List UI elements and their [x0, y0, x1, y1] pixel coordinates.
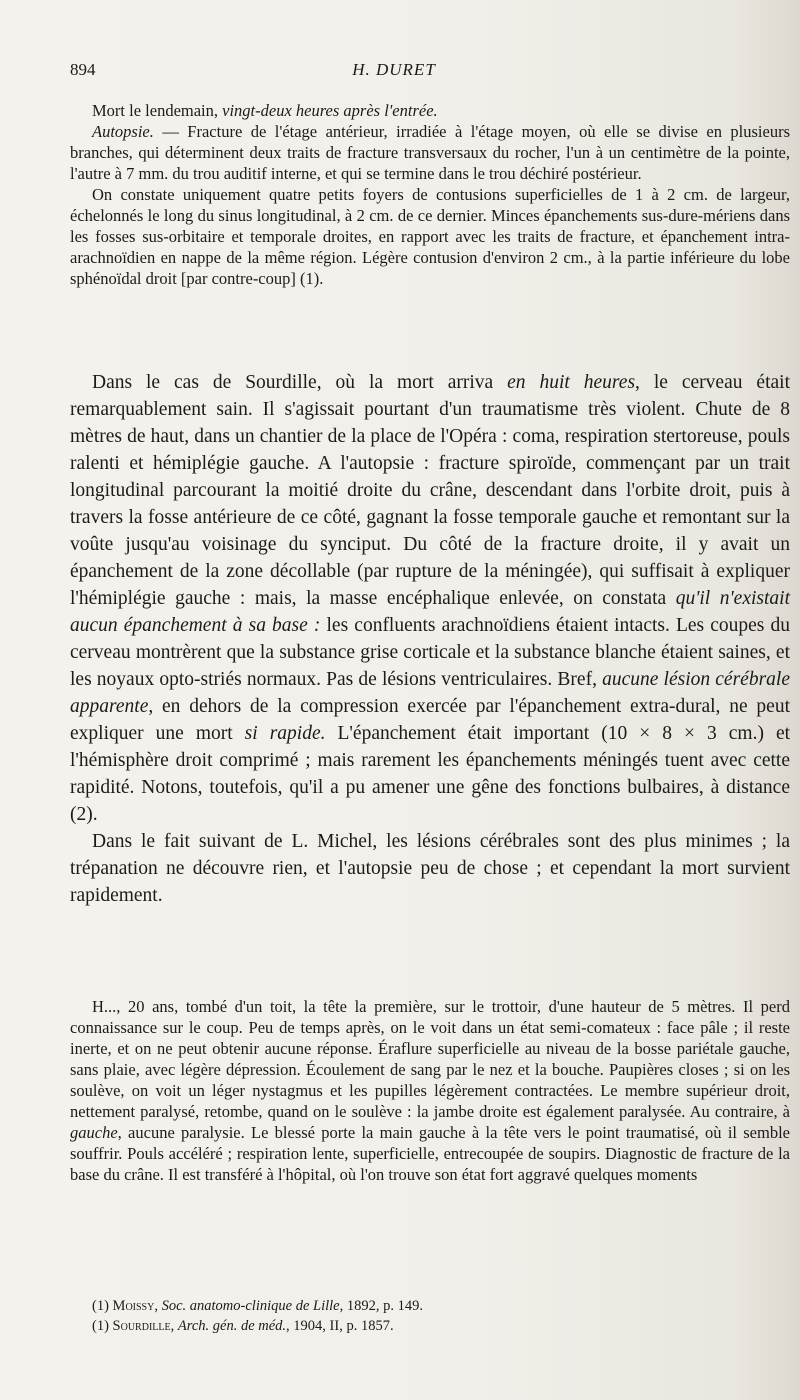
body-paragraph: Dans le fait suivant de L. Michel, les lésions cérébrales sont des plus minimes ; la trépanation ne découvre rien, et l'autopsie peu de chose ; et cependant la mort survient rapidement. — [70, 831, 790, 906]
main-text-block — [70, 369, 790, 909]
autopsy-paragraph: Autopsie. — Fracture de l'étage antérieur, irradiée à l'étage moyen, où elle se divise en plusieurs branches, qui déterminent deux traits de fracture transversaux du rocher, l'un à un centimètre de la pointe, l'autre à 7 mm. du trou auditif interne, et qui se termine dans le trou déchiré postérieur. — [70, 122, 790, 183]
footnote: (1) Sourdille, Arch. gén. de méd., 1904, II, p. 1857. — [92, 1318, 394, 1334]
case-paragraph: H..., 20 ans, tombé d'un toit, la tête la première, sur le trottoir, d'une hauteur de 5 mètres. Il perd connaissance sur le coup. Peu de temps après, on le voit dans un état semi-comateux : face pâle ; il reste inerte, et on ne peut obtenir aucune réponse. Éraflure superficielle au niveau de la bosse pariétale gauche, sans plaie, avec légère dépression. Écoulement de sang par le nez et la bouche. Paupières closes ; si on les soulève, on voit un léger nystagmus et les pupilles légèrement contractées. Le membre supérieur droit, nettement paralysé, retombe, quand on le soulève : la jambe droite est également paralysée. Au contraire, à gauche, aucune paralysie. Le blessé porte la main gauche à la tête vers le point traumatisé, où il semble souffrir. Pouls accéléré ; respiration lente, superficielle, entrecoupée de soupirs. Diagnostic de fracture de la base du crâne. Il est transféré à l'hôpital, où l'on trouve son état fort aggravé quelques moments — [70, 997, 790, 1184]
case-michel-block — [70, 996, 790, 1185]
footnote: (1) Moissy, Soc. anatomo-clinique de Lille, 1892, p. 149. — [92, 1298, 423, 1314]
footnotes — [70, 1296, 790, 1336]
page-header — [70, 60, 718, 90]
running-title: H. DURET — [352, 60, 436, 79]
case-report-paragraph: On constate uniquement quatre petits foyers de contusions superficielles de 1 à 2 cm. de largeur, échelonnés le long du sinus longitudinal, à 2 cm. de ce dernier. Minces épanchements sus-dure-mériens dans les fosses sus-orbitaire et temporale droites, en rapport avec les traits de fracture, et épanchement intra-arachnoïdien en nappe de la même région. Légère contusion d'environ 2 cm., à la partie inférieure du lobe sphénoïdal droit [par contre-coup] (1). — [70, 185, 790, 288]
autopsy-heading: Autopsie. — [92, 122, 154, 141]
case-report-paragraph: Mort le lendemain, vingt-deux heures après l'entrée. — [92, 101, 438, 120]
page-number: 894 — [70, 60, 96, 79]
case-report-block — [70, 100, 790, 289]
body-paragraph: Dans le cas de Sourdille, où la mort arriva en huit heures, le cerveau était remarquablement sain. Il s'agissait pourtant d'un traumatisme très violent. Chute de 8 mètres de haut, dans un chantier de la place de l'Opéra : coma, respiration stertoreuse, pouls ralenti et hémiplégie gauche. A l'autopsie : fracture spiroïde, commençant par un trait longitudinal parcourant la moitié droite du crâne, descendant dans l'orbite droit, puis à travers la fosse antérieure de ce côté, gagnant la fosse temporale gauche et remontant sur la voûte jusqu'au voisinage du synciput. Du côté de la fracture droite, il y avait un épanchement de la zone décollable (par rupture de la méningée), qui suffisait à expliquer l'hémiplégie gauche : mais, la masse encéphalique enlevée, on constata qu'il n'existait aucun épanchement à sa base : les confluents arachnoïdiens étaient intacts. Les coupes du cerveau montrèrent que la substance grise corticale et la substance blanche étaient saines, et les noyaux opto-striés normaux. Pas de lésions ventriculaires. Bref, aucune lésion cérébrale apparente, en dehors de la compression exercée par l'épanchement extra-dural, ne peut expliquer une mort si rapide. L'épanchement était important (10 × 8 × 3 cm.) et l'hémisphère droit comprimé ; mais rarement les épanchements méningés tuent avec cette rapidité. Notons, toutefois, qu'il a pu amener une gêne des fonctions bulbaires, à distance (2). — [70, 372, 791, 825]
